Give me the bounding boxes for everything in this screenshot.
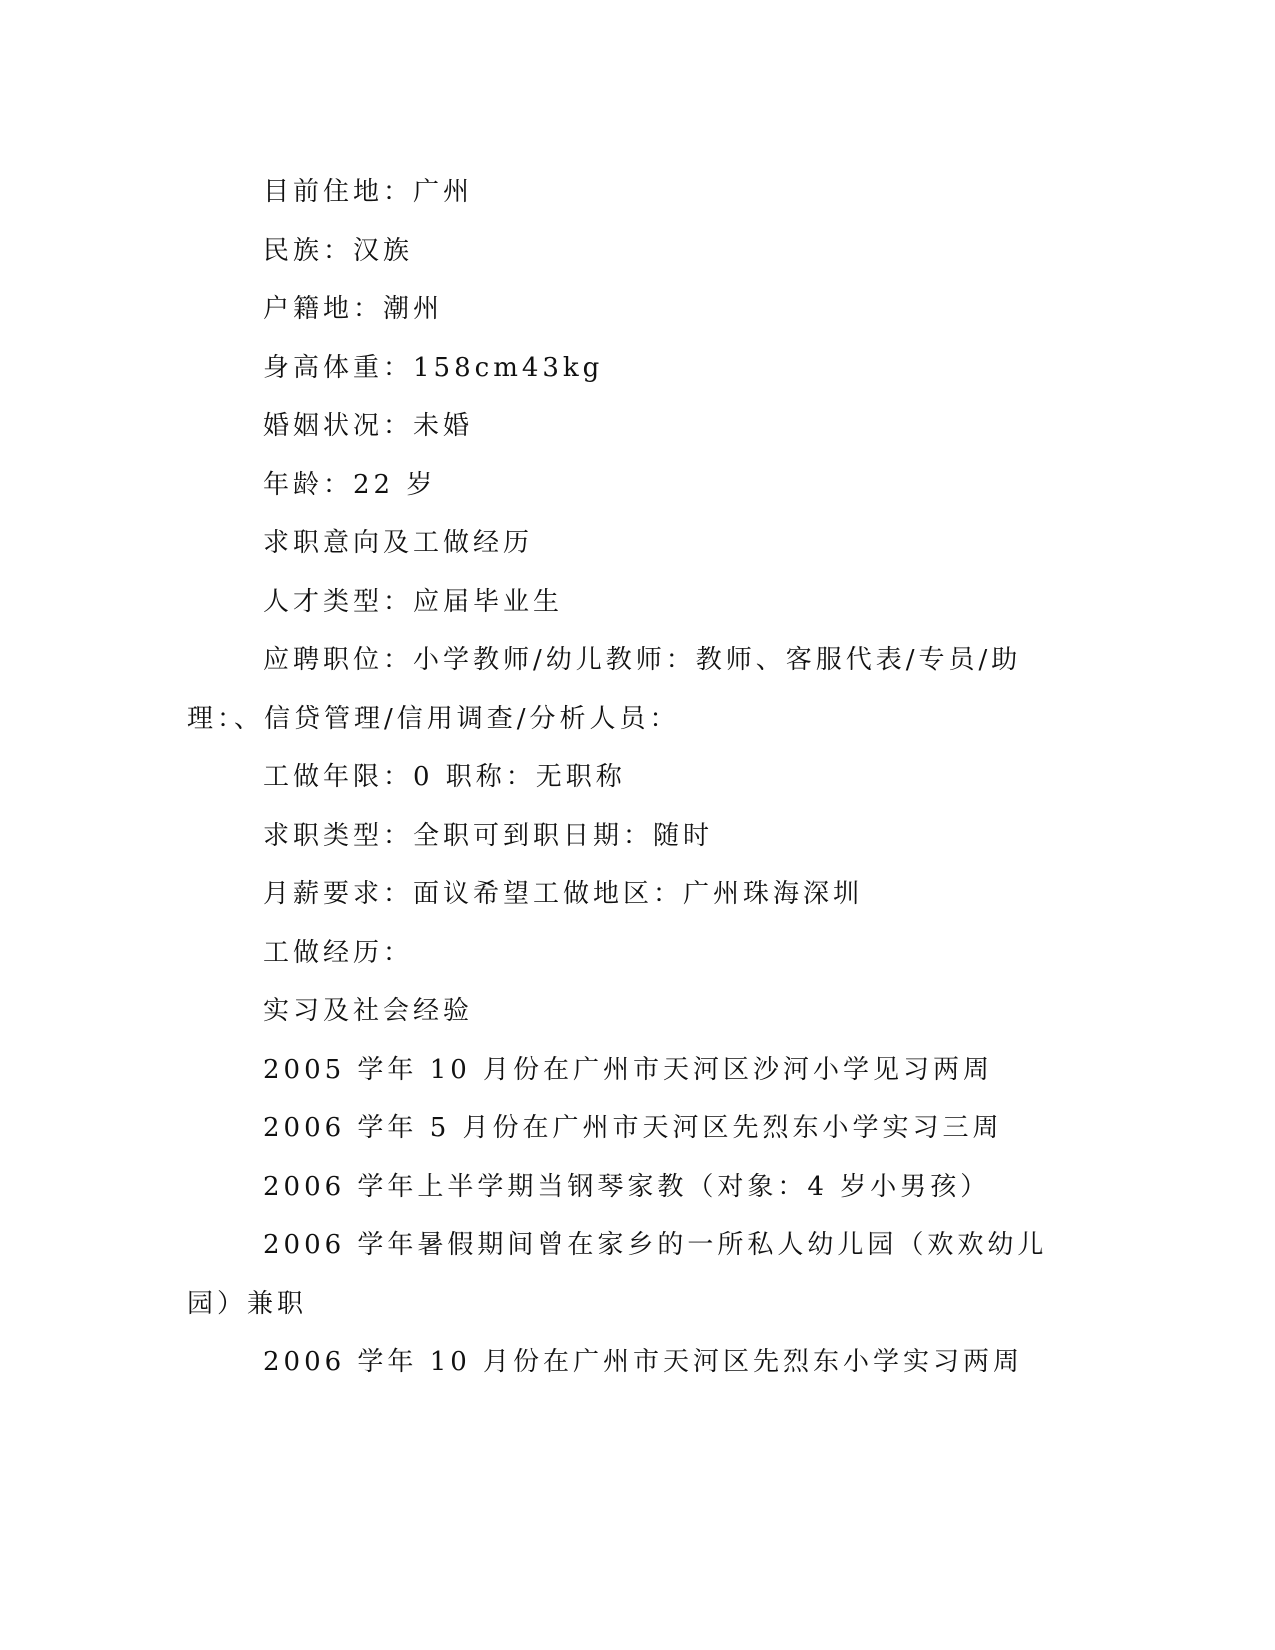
experience-item: 2006 学年 10 月份在广州市天河区先烈东小学实习两周 [263, 1347, 1024, 1377]
height-weight-line: 身高体重：158cm43kg [263, 352, 604, 383]
experience-item: 2006 学年 5 月份在广州市天河区先烈东小学实习三周 [263, 1113, 1003, 1143]
salary-location-line: 月薪要求：面议希望工做地区：广州珠海深圳 [263, 879, 864, 909]
talent-type-line: 人才类型：应届毕业生 [263, 586, 564, 617]
section-heading-job-intent: 求职意向及工做经历 [263, 528, 534, 558]
experience-item: 2006 学年暑假期间曾在家乡的一所私人幼儿园（欢欢幼儿园）兼职 [187, 1230, 1048, 1319]
section-heading-internship: 实习及社会经验 [263, 996, 474, 1026]
residence-line: 目前住地：广州 [263, 177, 474, 207]
job-type-line: 求职类型：全职可到职日期：随时 [263, 820, 714, 851]
marital-status-line: 婚姻状况：未婚 [263, 411, 474, 441]
work-experience-label: 工做经历： [263, 937, 414, 968]
resume-body [187, 163, 1087, 1392]
work-years-title-line: 工做年限：0 职称：无职称 [263, 762, 626, 792]
experience-item: 2006 学年上半学期当钢琴家教（对象：4 岁小男孩） [263, 1171, 991, 1202]
experience-item: 2005 学年 10 月份在广州市天河区沙河小学见习两周 [263, 1054, 994, 1085]
age-line: 年龄：22 岁 [263, 469, 437, 500]
ethnicity-line: 民族：汉族 [263, 235, 414, 266]
hukou-line: 户籍地：潮州 [263, 294, 444, 324]
applied-positions-line: 应聘职位：小学教师/幼儿教师：教师、客服代表/专员/助理：、信贷管理/信用调查/分析人员： [187, 645, 1022, 734]
